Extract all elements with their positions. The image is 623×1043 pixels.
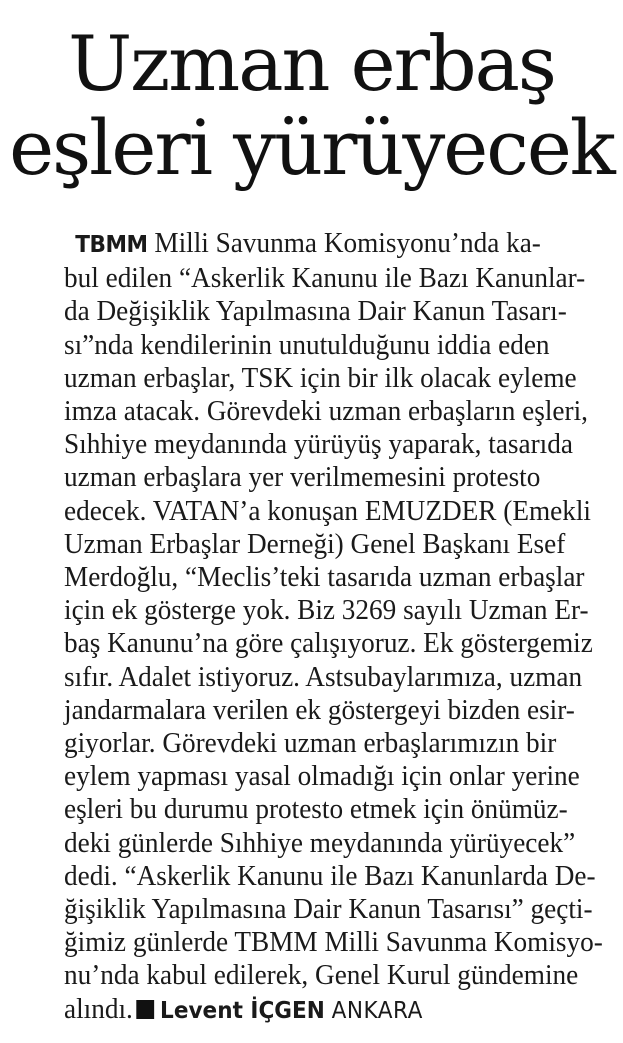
body-line <box>64 993 603 1028</box>
headline <box>0 0 623 190</box>
body-line: Uzman Erbaşlar Derneği) Genel Başkanı Esef <box>64 527 566 560</box>
body-line: Merdoğlu, “Meclis’teki tasarıda uzman erbaşlar <box>64 561 585 594</box>
headline-line-2: eşleri yürüyecek <box>9 103 614 192</box>
black-square-icon <box>137 1000 155 1019</box>
body-line: nu’nda kabul edilerek, Genel Kurul gündemine <box>64 959 579 992</box>
body-line: bul edilen “Askerlik Kanunu ile Bazı Kanunlar- <box>64 262 586 295</box>
body-line: dedi. “Askerlik Kanunu ile Bazı Kanunlarda De- <box>64 859 596 892</box>
body-line: sıfır. Adalet istiyoruz. Astsubaylarımıza, uzman <box>64 660 583 693</box>
body-line: eşleri bu durumu protesto etmek için önümüz- <box>64 793 568 826</box>
body-line-text: Milli Savunma Komisyonu’nda ka- <box>147 227 541 259</box>
body-line-text: alındı. <box>64 992 133 1025</box>
byline-city: ANKARA <box>331 997 423 1024</box>
byline-author: Levent İÇGEN <box>160 997 325 1024</box>
body-line <box>64 227 603 262</box>
body-line: giyorlar. Görevdeki uzman erbaşlarımızın bir <box>64 727 557 760</box>
body-line: deki günlerde Sıhhiye meydanında yürüyecek” <box>64 826 576 859</box>
body-line: edecek. VATAN’a konuşan EMUZDER (Emekli <box>64 494 591 527</box>
body-line: jandarmalara verilen ek göstergeyi bizden esir- <box>64 693 575 726</box>
body-line: baş Kanunu’na göre çalışıyoruz. Ek göstergemiz <box>64 627 593 660</box>
body-line: da Değişiklik Yapılmasına Dair Kanun Tasarı- <box>64 295 567 328</box>
headline-line-1: Uzman erbaş <box>68 19 555 108</box>
body-line: ğişiklik Yapılmasına Dair Kanun Tasarısı” geçti- <box>64 893 593 926</box>
body-line: eylem yapması yasal olmadığı için onlar yerine <box>64 760 580 793</box>
body-line: ğimiz günlerde TBMM Milli Savunma Komisyo- <box>64 926 603 959</box>
lead-word: TBMM <box>75 232 148 258</box>
article-body <box>64 227 623 1028</box>
body-line: imza atacak. Görevdeki uzman erbaşların eşleri, <box>64 395 588 428</box>
body-line: uzman erbaşlar, TSK için bir ilk olacak eyleme <box>64 361 577 394</box>
body-line: için ek gösterge yok. Biz 3269 sayılı Uzman Er- <box>64 594 589 627</box>
body-line: Sıhhiye meydanında yürüyüş yaparak, tasarıda <box>64 428 573 461</box>
body-line: sı”nda kendilerinin unutulduğunu iddia eden <box>64 328 550 361</box>
body-line: uzman erbaşlara yer verilmemesini protesto <box>64 461 541 494</box>
